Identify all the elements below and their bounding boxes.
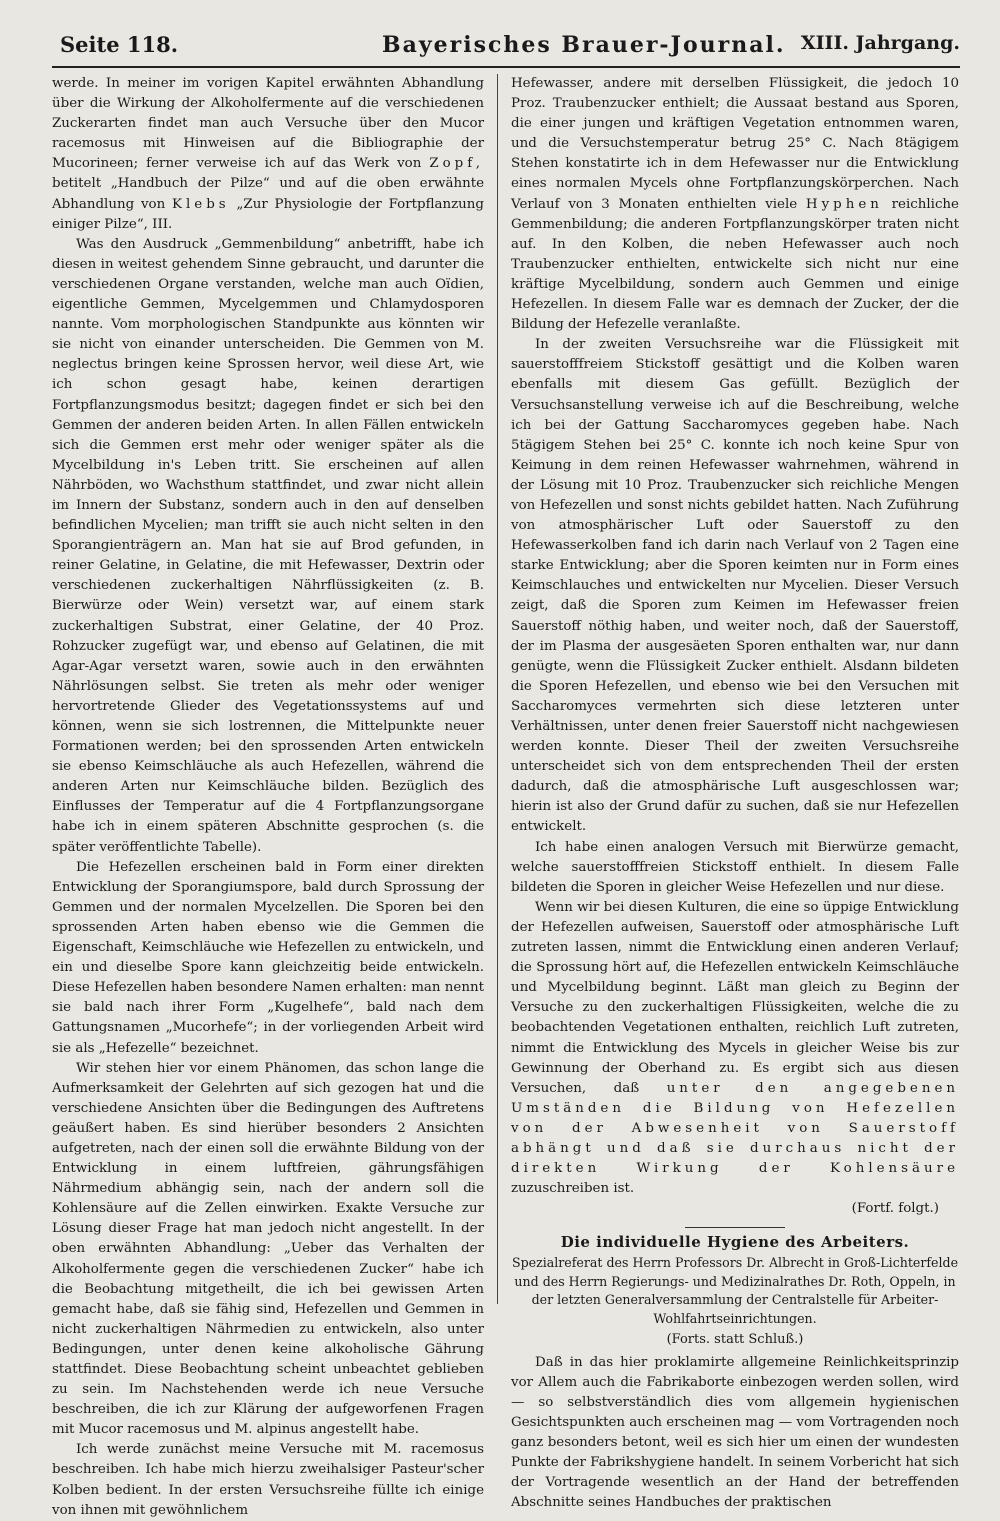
article-subtitle: Spezialreferat des Herrn Professors Dr. Albrecht in Groß-Lichterfelde und des Herrn Regierungs- und Medizinalrathes Dr. Roth, Oppeln, in der letzten Generalversammlung der Centralstelle für Arbeiter-Wohlfahrtseinrichtungen. — [511, 1255, 959, 1326]
page-number: Seite 118. — [60, 32, 179, 57]
article-note: (Forts. statt Schluß.) — [666, 1332, 804, 1348]
continuation-note: (Fortf. folgt.) — [851, 1201, 939, 1217]
page-header — [52, 22, 960, 68]
section-divider — [685, 1227, 785, 1228]
author-name: Klebs — [172, 196, 230, 212]
paragraph: In der zweiten Versuchsreihe war die Flüssigkeit mit sauerstofffreiem Stickstoff gesättigt und die Kolben waren ebenfalls mit diesem Gas gefüllt. Bezüglich der Versuchsanstellung verweise ich auf die Beschreibung, welche ich bei der Gattung Saccharomyces gegeben habe. Nach 5tägigem Stehen bei 25° C. konnte ich noch keine Spur von Keimung in dem reinen Hefewasser wahrnehmen, während in der Lösung mit 10 Proz. Traubenzucker sich reichliche Mengen von Hefezellen und sonst nichts gebildet hatten. Nach Zuführung von atmosphärischer Luft oder Sauerstoff zu den Hefewasserkolben fand ich darin nach Verlauf von 2 Tagen eine starke Entwicklung; aber die Sporen keimten nur in Form eines Keimschlauches und entwickelten nur Mycelien. Dieser Versuch zeigt, daß die Sporen zum Keimen im Hefewasser freien Sauerstoff nöthig haben, und weiter noch, daß der Sauerstoff, der im Plasma der ausgesäeten Sporen enthalten war, nur dann genügte, wenn die Flüssigkeit Zucker enthielt. Alsdann bildeten die Sporen Hefezellen, und ebenso wie bei den Versuchen mit Saccharomyces vermehrten sich diese letzteren unter Verhältnissen, unter denen freier Sauerstoff nicht nachgewiesen werden konnte. Dieser Theil der zweiten Versuchsreihe unterscheidet sich von dem entsprechenden Theil der ersten dadurch, daß die atmosphärische Luft ausgeschlossen war; hierin ist also der Grund dafür zu suchen, daß sie nur Hefezellen entwickelt. — [511, 337, 959, 835]
paragraph: werde. In meiner im vorigen Kapitel erwähnten Abhandlung über die Wirkung der Alkoholfermente auf die verschiedenen Zuckerarten findet man auch Versuche über den Mucor racemosus mit Hinweisen auf die Bibliographie der Mucorineen; ferner verweise ich auf das Werk von Zopf, betitelt „Handbuch der Pilze“ und auf die oben erwähnte Abhandlung von Klebs „Zur Physiologie der Fortpflanzung einiger Pilze“, III. — [52, 76, 484, 232]
article-title: Die individuelle Hygiene des Arbeiters. — [560, 1233, 910, 1252]
volume-label: XIII. Jahrgang. — [800, 32, 960, 54]
paragraph: Die Hefezellen erscheinen bald in Form einer direkten Entwicklung der Sporangiumspore, bald durch Sprossung der Gemmen und der normalen Mycelzellen. Die Sporen bei den sprossenden Arten haben ebenso wie die Gemmen die Eigenschaft, Keimschläuche wie Hefezellen zu entwickeln, und ein und dieselbe Spore kann gleichzeitig beide entwickeln. Diese Hefezellen haben besondere Namen erhalten: man nennt sie bald nach ihrer Form „Kugelhefe“, bald nach dem Gattungsnamen „Mucorhefe“; in der vorliegenden Arbeit wird sie als „Hefezelle“ bezeichnet. — [52, 859, 484, 1056]
paragraph: Wir stehen hier vor einem Phänomen, das schon lange die Aufmerksamkeit der Gelehrten auf sich gezogen hat und die verschiedene Ansichten über die Bedingungen des Auftretens geäußert haben. Es sind hierüber besonders 2 Ansichten aufgetreten, nach der einen soll die erwähnte Bildung von der Entwicklung in einem luftfreien, gährungsfähigen Nährmedium abhängig sein, nach der andern soll die Kohlensäure auf die Zellen einwirken. Exakte Versuche zur Lösung dieser Frage hat man jedoch nicht angestellt. In der oben erwähnten Abhandlung: „Ueber das Verhalten der Alkoholfermente gegen die verschiedenen Zucker“ habe ich die Beobachtung mitgetheilt, die ich bei gewissen Arten gemacht habe, daß sie fähig sind, Hefezellen und Gemmen in nicht zuckerhaltigen Nährmedien zu entwickeln, also unter Bedingungen, unter denen keine alkoholische Gährung stattfindet. Diese Beobachtung scheint unbeachtet geblieben zu sein. Im Nachstehenden werde ich neue Versuche beschreiben, die ich zur Klärung der aufgeworfenen Fragen mit Mucor racemosus und M. alpinus angestellt habe. — [52, 1060, 484, 1438]
author-name: Zopf, — [429, 156, 484, 172]
right-column — [511, 74, 960, 1511]
paragraph: Hefewasser, andere mit derselben Flüssigkeit, die jedoch 10 Proz. Traubenzucker enthielt; die Aussaat bestand aus Sporen, die einer jungen und kräftigen Vegetation entnommen waren, und die Versuchstemperatur betrug 25° C. Nach 8tägigem Stehen konstatirte ich in dem Hefewasser nur die Entwicklung eines normalen Mycels ohne Fortpflanzungskörperchen. Nach Verlauf von 3 Monaten enthielten viele Hyphen reichliche Gemmenbildung; die anderen Fortpflanzungskörper traten nicht auf. In den Kolben, die neben Hefewasser auch noch Traubenzucker enthielten, entwickelte sich nicht nur eine kräftige Mycelbildung, sondern auch Gemmen und einige Hefezellen. In diesem Falle war es demnach der Zucker, der die Bildung der Hefezelle veranlaßte. — [511, 76, 959, 333]
left-column — [52, 74, 484, 1518]
column-divider — [497, 74, 498, 1304]
paragraph: Was den Ausdruck „Gemmenbildung“ anbetrifft, habe ich diesen in weitest gehendem Sinne gebraucht, und darunter die verschiedenen Organe verstanden, welche man auch Oïdien, eigentliche Gemmen, Mycelgemmen und Chlamydosporen nannte. Vom morphologischen Standpunkte aus könnten wir sie nicht von einander unterscheiden. Die Gemmen von M. neglectus bringen keine Sprossen hervor, weil diese Art, wie ich schon gesagt habe, keinen derartigen Fortpflanzungsmodus besitzt; dagegen findet er sich bei den Gemmen der anderen beiden Arten. In allen Fällen entwickeln sich die Gemmen erst mehr oder weniger später als die Mycelbildung in's Leben tritt. Sie erscheinen auf allen Nährböden, wo Wachsthum stattfindet, und zwar nicht allein im Innern der Substanz, sondern auch in den auf denselben befindlichen Mycelien; man trifft sie auch nicht selten in den Sporangienträgern an. Man hat sie auf Brod gefunden, in reiner Gelatine, in Gelatine, die mit Hefewasser, Dextrin oder verschiedenen zuckerhaltigen Nährflüssigkeiten (z. B. Bierwürze oder Wein) versetzt war, auf einem stark zuckerhaltigen Substrat, einer Gelatine, der 40 Proz. Rohzucker zugefügt war, und ebenso auf Gelatinen, die mit Agar-Agar versetzt waren, sowie auch in den erwähnten Nährlösungen selbst. Sie treten als mehr oder weniger hervortretende Glieder des Vegetationssystems auf und können, wenn sie sich lostrennen, die Mittelpunkte neuer Formationen werden; bei den sprossenden Arten entwickeln sie ebenso Keimschläuche als auch Hefezellen, während die anderen Arten nur Keimschläuche bilden. Bezüglich des Einflusses der Temperatur auf die 4 Fortpflanzungsorgane habe ich in einem späteren Abschnitte gesprochen (s. die später veröffentlichte Tabelle). — [52, 236, 484, 855]
paragraph: Ich werde zunächst meine Versuche mit M. racemosus beschreiben. Ich habe mich hierzu zweihalsiger Pasteur'scher Kolben bedient. In der ersten Versuchsreihe füllte ich einige von ihnen mit gewöhnlichem — [52, 1442, 484, 1518]
paragraph: Wenn wir bei diesen Kulturen, die eine so üppige Entwicklung der Hefezellen aufweisen, Sauerstoff oder atmosphärische Luft zutreten lassen, nimmt die Entwicklung einen anderen Verlauf; die Sprossung hört auf, die Hefezellen entwickeln Keimschläuche und Mycelbildung beginnt. Läßt man gleich zu Beginn der Versuche zu den zuckerhaltigen Flüssigkeiten, welche die zu beobachtenden Vegetationen enthalten, reichlich Luft zutreten, nimmt die Entwicklung des Mycels in gleicher Weise bis zur Gewinnung der Oberhand zu. Es ergibt sich aus diesen Versuchen, daß unter den angegebenen Umständen die Bildung von Hefezellen von der Abwesenheit von Sauerstoff abhängt und daß sie durchaus nicht der direkten Wirkung der Kohlensäure zuzuschreiben ist. (Fortf. folgt.) — [511, 898, 959, 1220]
paragraph: Ich habe einen analogen Versuch mit Bierwürze gemacht, welche sauerstofffreien Stickstoff enthielt. In diesem Falle bildeten die Sporen in gleicher Weise Hefezellen und nur diese. — [511, 839, 959, 895]
paragraph: Daß in das hier proklamirte allgemeine Reinlichkeitsprinzip vor Allem auch die Fabrikaborte einbezogen werden sollen, wird — so selbstverständlich dies vom allgemein hygienischen Gesichtspunkten auch erscheinen mag — vom Vortragenden noch ganz besonders betont, weil es sich hier um einen der wundesten Punkte der Fabrikshygiene handelt. In seinem Vorbericht hat sich der Vortragende wesentlich an der Hand der betreffenden Abschnitte seines Handbuches der praktischen — [511, 1354, 959, 1511]
journal-title: Bayerisches Brauer-Journal. — [382, 32, 786, 58]
